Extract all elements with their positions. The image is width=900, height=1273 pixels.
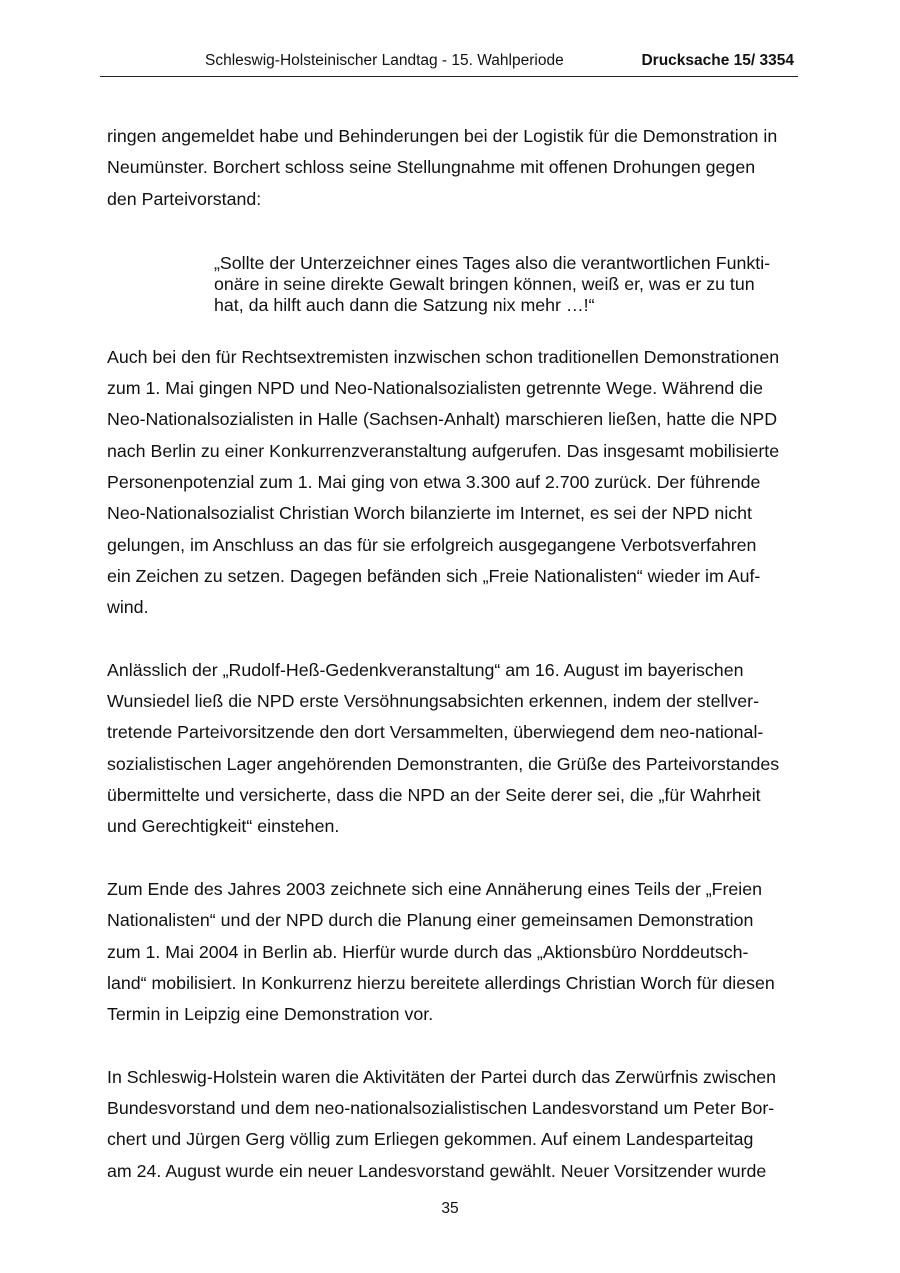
text-line: zum 1. Mai 2004 in Berlin ab. Hierfür wurde durch das „Aktionsbüro Norddeutsch-	[107, 941, 749, 962]
text-line: zum 1. Mai gingen NPD und Neo-Nationalsozialisten getrennte Wege. Während die	[107, 378, 763, 399]
quote-line: onäre in seine direkte Gewalt bringen können, weiß er, was er zu tun	[214, 273, 755, 294]
text-line: Neo-Nationalsozialisten in Halle (Sachsen-Anhalt) marschieren ließen, hatte die NPD	[107, 409, 778, 430]
text-line: wind.	[107, 597, 149, 618]
paragraph-5	[107, 1062, 797, 1187]
text-line: land“ mobilisiert. In Konkurrenz hierzu bereitete allerdings Christian Worch für diesen	[107, 972, 775, 993]
text-line: ringen angemeldet habe und Behinderungen bei der Logistik für die Demonstration in	[107, 126, 778, 146]
text-line: In Schleswig-Holstein waren die Aktivitäten der Partei durch das Zerwürfnis zwischen	[107, 1066, 777, 1087]
text-line: und Gerechtigkeit“ einstehen.	[107, 816, 340, 837]
text-line: chert und Jürgen Gerg völlig zum Erliegen gekommen. Auf einem Landesparteitag	[107, 1129, 754, 1150]
paragraph-4	[107, 874, 797, 1030]
text-line: sozialistischen Lager angehörenden Demonstranten, die Grüße des Parteivorstandes	[107, 753, 780, 774]
paragraph-1	[107, 121, 797, 215]
text-line: Neo-Nationalsozialist Christian Worch bilanzierte im Internet, es sei der NPD nicht	[107, 503, 752, 524]
text-line: Wunsiedel ließ die NPD erste Versöhnungsabsichten erkennen, indem der stellver-	[107, 691, 759, 712]
document-number: Drucksache 15/ 3354	[641, 52, 794, 69]
text-line: Neumünster. Borchert schloss seine Stellungnahme mit offenen Drohungen gegen	[107, 157, 756, 178]
text-line: am 24. August wurde ein neuer Landesvorstand gewählt. Neuer Vorsitzender wurde	[107, 1160, 767, 1181]
text-line: Termin in Leipzig eine Demonstration vor.	[107, 1004, 434, 1025]
text-line: Personenpotenzial zum 1. Mai ging von etwa 3.300 auf 2.700 zurück. Der führende	[107, 472, 761, 493]
text-line: tretende Parteivorsitzende den dort Versammelten, überwiegend dem neo-national-	[107, 722, 764, 743]
text-line: gelungen, im Anschluss an das für sie erfolgreich ausgegangene Verbotsverfahren	[107, 534, 757, 555]
quote-line: „Sollte der Unterzeichner eines Tages also die verantwortlichen Funkti-	[214, 252, 771, 273]
text-line: übermittelte und versicherte, dass die NPD an der Seite derer sei, die „für Wahrheit	[107, 785, 761, 806]
page-number: 35	[441, 1200, 459, 1217]
paragraph-3	[107, 655, 797, 843]
text-line: Auch bei den für Rechtsextremisten inzwischen schon traditionellen Demonstrationen	[107, 346, 780, 367]
quote-line: hat, da hilft auch dann die Satzung nix mehr …!“	[214, 294, 595, 315]
text-line: Zum Ende des Jahres 2003 zeichnete sich eine Annäherung eines Teils der „Freien	[107, 878, 763, 899]
text-line: nach Berlin zu einer Konkurrenzveranstaltung aufgerufen. Das insgesamt mobilisierte	[107, 440, 780, 461]
text-line: den Parteivorstand:	[107, 188, 262, 209]
text-line: Nationalisten“ und der NPD durch die Planung einer gemeinsamen Demonstration	[107, 910, 754, 931]
page-body	[107, 121, 797, 1187]
paragraph-2	[107, 342, 797, 624]
text-line: Anlässlich der „Rudolf-Heß-Gedenkveranstaltung“ am 16. August im bayerischen	[107, 659, 744, 680]
block-quote	[214, 253, 797, 316]
text-line: Bundesvorstand und dem neo-nationalsozialistischen Landesvorstand um Peter Bor-	[107, 1098, 775, 1119]
header-title: Schleswig-Holsteinischer Landtag - 15. Wahlperiode	[205, 52, 564, 69]
text-line: ein Zeichen zu setzen. Dagegen befänden sich „Freie Nationalisten“ wieder im Auf-	[107, 565, 761, 586]
page-header	[100, 52, 798, 77]
